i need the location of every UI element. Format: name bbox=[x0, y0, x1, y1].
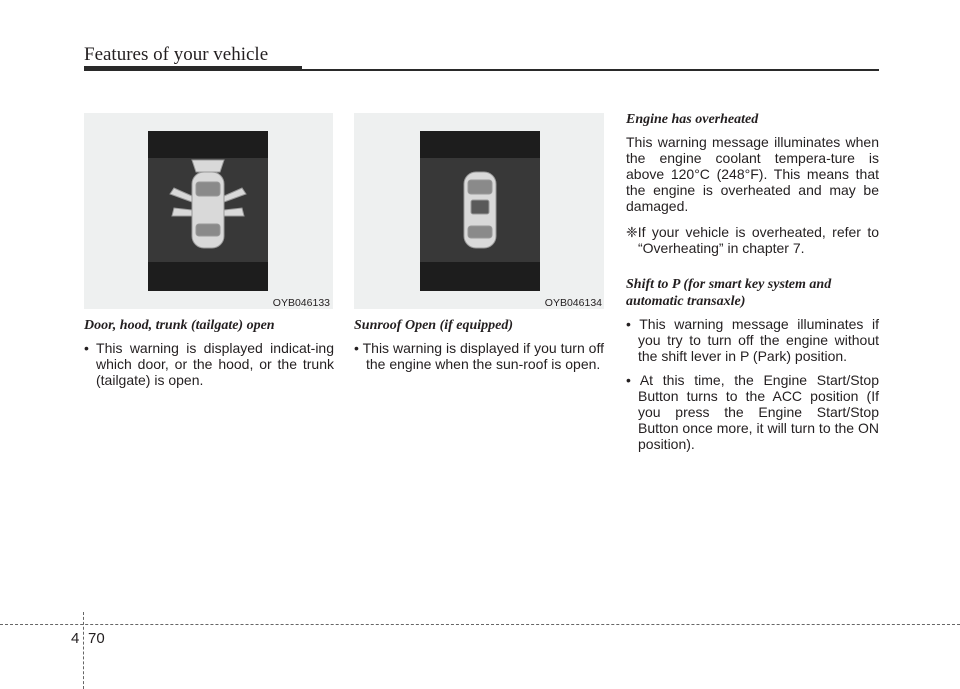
page-number: 70 bbox=[88, 630, 105, 647]
header-rule-thin bbox=[84, 69, 879, 71]
section-heading: Door, hood, trunk (tailgate) open bbox=[84, 318, 275, 333]
bullet-item: • This warning message illuminates if you try to turn off the engine without the shift lever in P (Park) position. bbox=[626, 316, 879, 364]
figure-sunroof-open bbox=[354, 113, 604, 309]
car-doors-open-icon bbox=[148, 158, 268, 262]
bullet-item: • At this time, the Engine Start/Stop Button turns to the ACC position (If you press the Engine Start/Stop Button once more, it will turn to the ON position). bbox=[626, 372, 880, 452]
display-frame bbox=[148, 131, 268, 291]
section-heading: Sunroof Open (if equipped) bbox=[354, 318, 514, 333]
chapter-number: 4 bbox=[71, 630, 80, 647]
note-symbol-icon: ❈ bbox=[626, 224, 638, 240]
column-3-text bbox=[626, 111, 879, 460]
bullet-item: • This warning is displayed if you turn off the engine when the sun-roof is open. bbox=[354, 340, 604, 372]
display-panel bbox=[420, 158, 540, 262]
footer-rule bbox=[0, 624, 960, 625]
column-1-text bbox=[84, 317, 334, 396]
display-panel bbox=[148, 158, 268, 262]
paragraph: This warning message illuminates when the engine coolant tempera-ture is above 120°C (248°F). This means that the engine is overheated and may be damaged. bbox=[626, 134, 879, 214]
section-heading: Shift to P (for smart key system and automatic transaxle) bbox=[626, 277, 832, 309]
figure-code: OYB046134 bbox=[544, 297, 602, 309]
figure-code: OYB046133 bbox=[272, 297, 330, 309]
note: ❈If your vehicle is overheated, refer to “Overheating” in chapter 7. bbox=[626, 224, 879, 256]
page-header-title: Features of your vehicle bbox=[84, 44, 269, 65]
display-frame bbox=[420, 131, 540, 291]
column-2-text bbox=[354, 317, 604, 380]
figure-doors-open bbox=[84, 113, 333, 309]
footer-vertical-rule bbox=[83, 612, 84, 689]
car-sunroof-open-icon bbox=[420, 158, 540, 262]
section-heading: Engine has overheated bbox=[626, 112, 759, 127]
bullet-item: • This warning is displayed indicat-ing which door, or the hood, or the trunk (tailgate) is open. bbox=[84, 340, 334, 388]
